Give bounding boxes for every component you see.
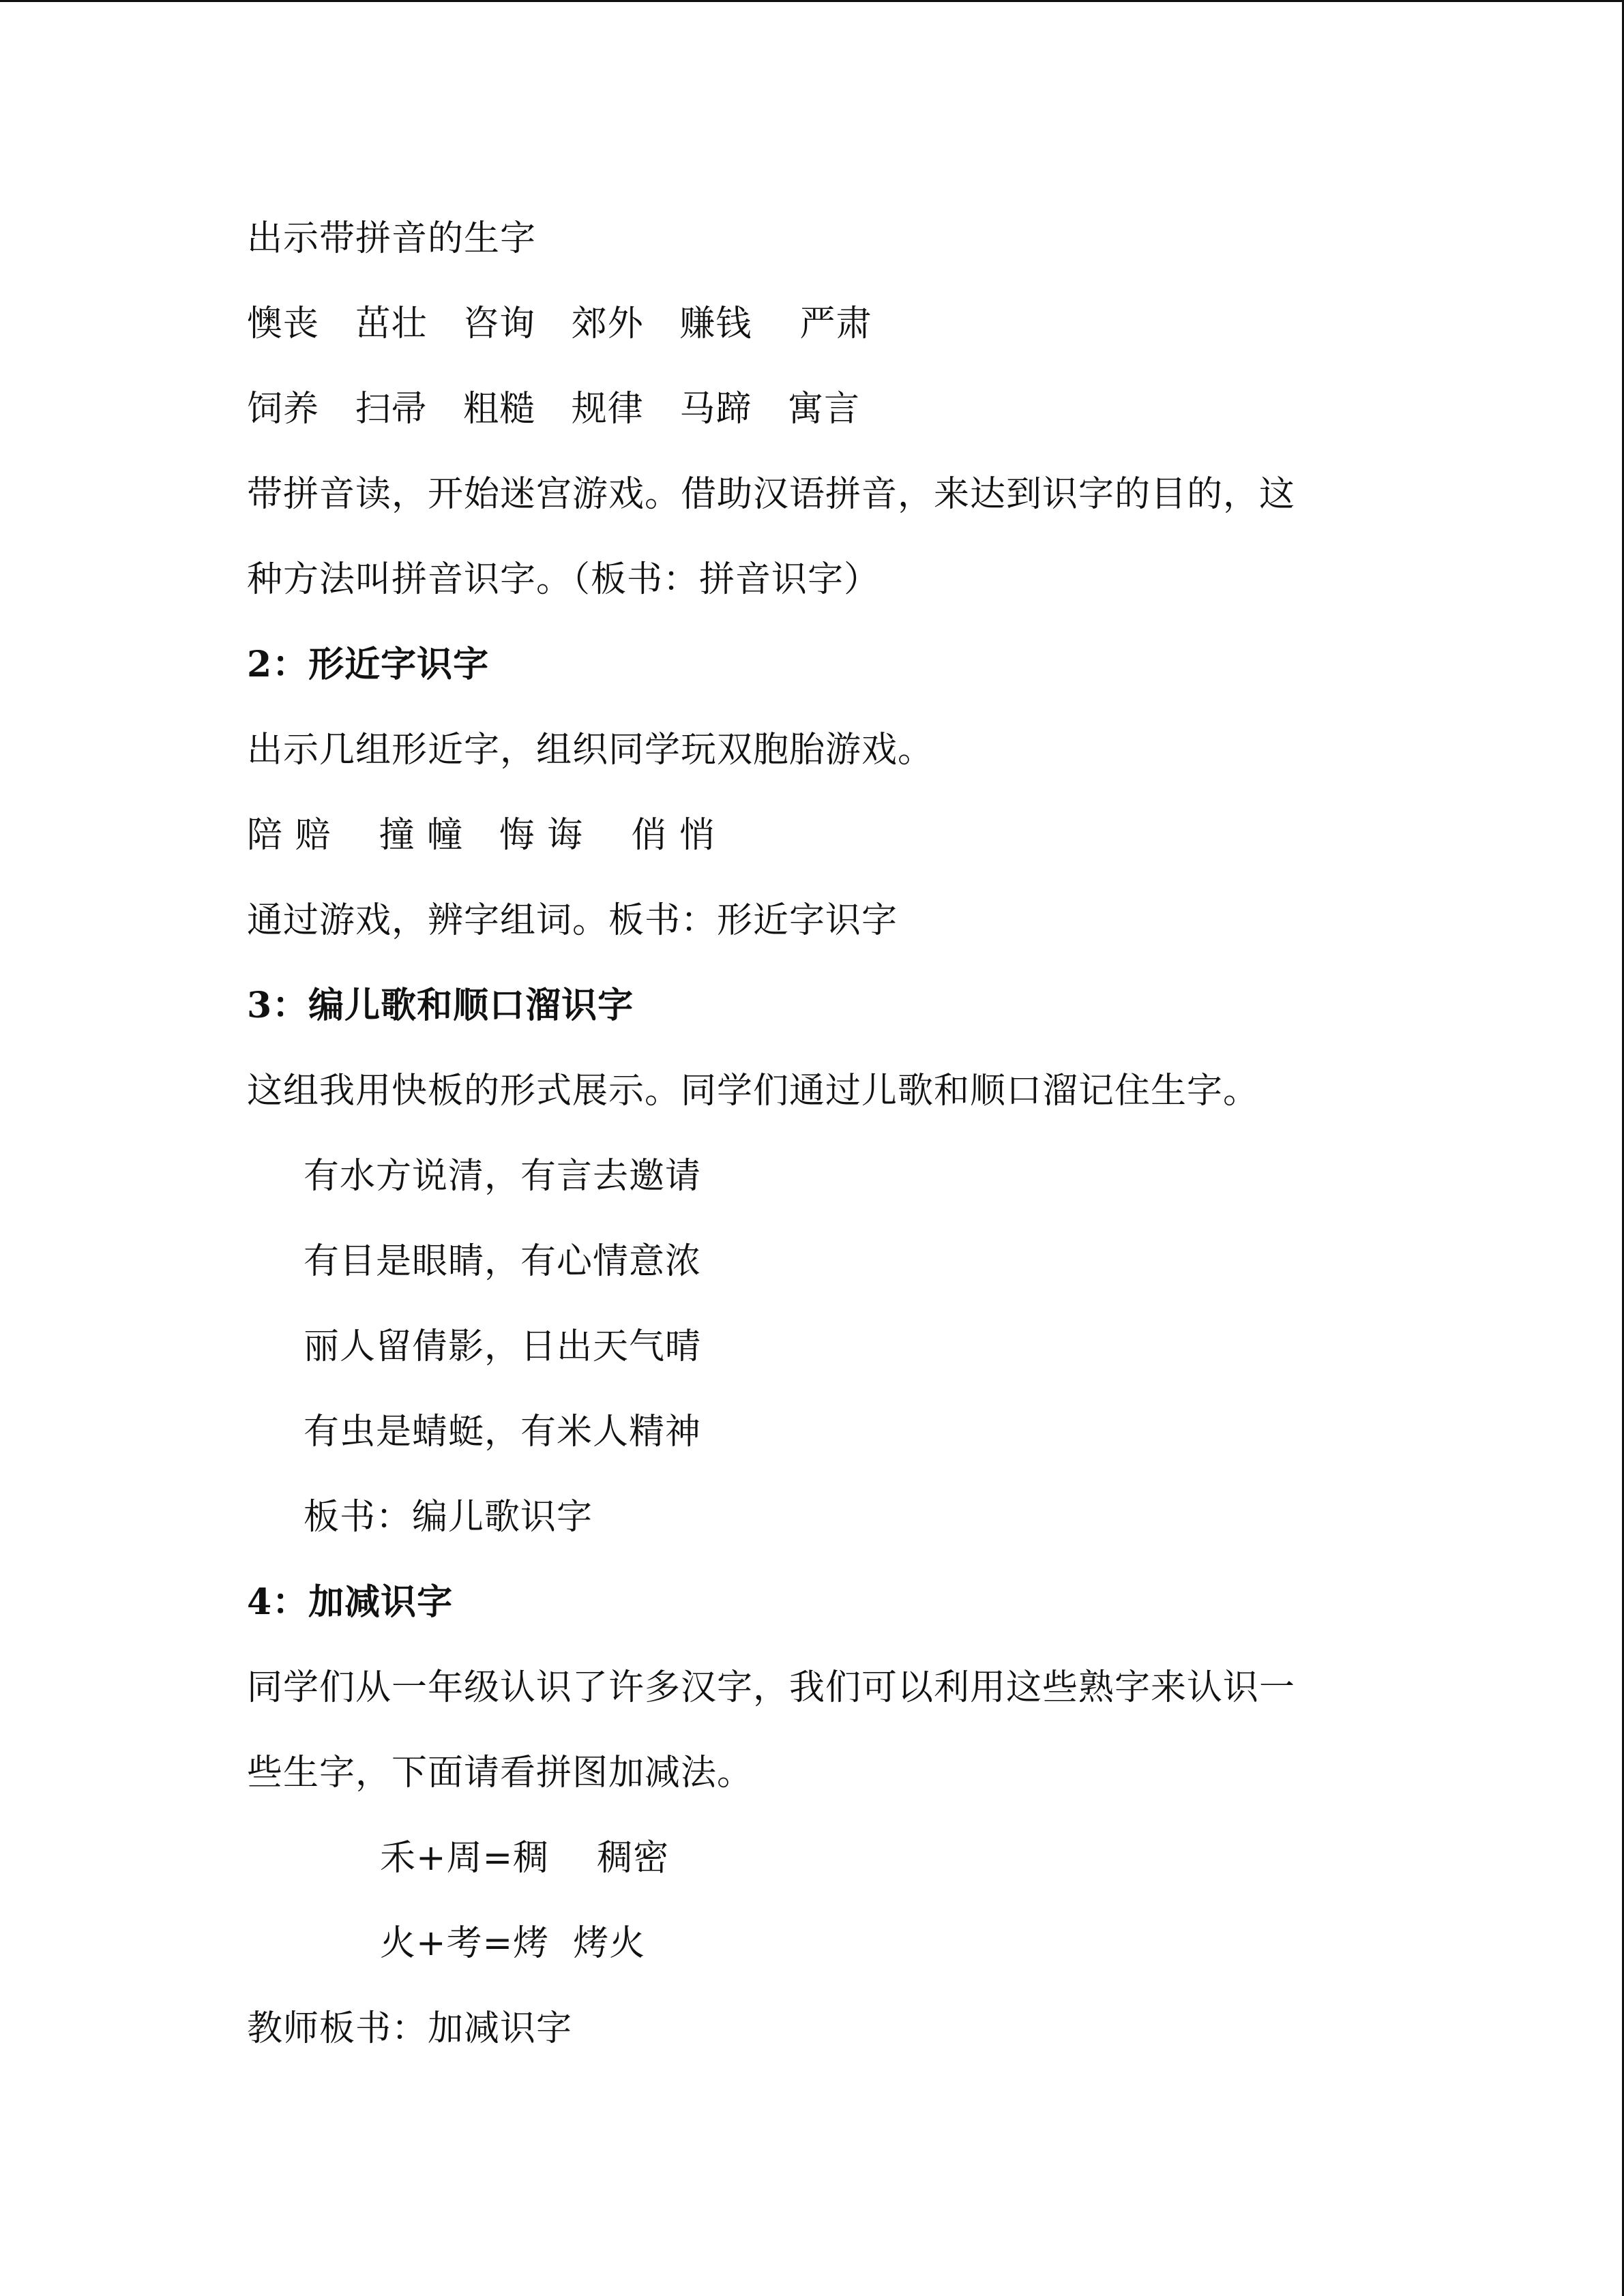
section-heading-4: 4：加减识字	[247, 1581, 454, 1623]
text-line-character-pairs: 陪 赔 撞 幢 悔 诲 俏 悄	[247, 815, 715, 856]
text-line-pinyin-method: 种方法叫拼音识字。（板书：拼音识字）	[247, 559, 881, 600]
rhyme-line-1: 有水方说清，有言去邀请	[304, 1156, 702, 1197]
text-line-addition-intro-2: 些生字，下面请看拼图加减法。	[247, 1753, 754, 1793]
section-heading-2: 2：形近字识字	[247, 644, 490, 685]
page-top-border	[0, 0, 1624, 2]
formula-line-2: 火+考=烤 烤火	[380, 1923, 646, 1964]
rhyme-line-3: 丽人留倩影，日出天气晴	[304, 1326, 702, 1367]
text-line-pinyin-game: 带拼音读，开始迷宫游戏。借助汉语拼音，来达到识字的目的，这	[247, 474, 1296, 515]
text-line-rhyme-board: 板书：编儿歌识字	[304, 1497, 593, 1538]
text-line-rhyme-intro: 这组我用快板的形式展示。同学们通过儿歌和顺口溜记住生字。	[247, 1071, 1260, 1112]
section-heading-3: 3：编儿歌和顺口溜识字	[247, 985, 634, 1026]
text-line-teacher-board: 教师板书：加减识字	[247, 2008, 573, 2049]
text-line-addition-intro-1: 同学们从一年级认识了许多汉字，我们可以利用这些熟字来认识一	[247, 1667, 1296, 1708]
rhyme-line-4: 有虫是蜻蜓，有米人精神	[304, 1412, 702, 1452]
rhyme-line-2: 有目是眼睛，有心情意浓	[304, 1241, 702, 1282]
text-line-word-list-1: 懊丧 茁壮 咨询 郊外 赚钱 严肃	[247, 303, 872, 344]
text-line-show-characters: 出示带拼音的生字	[247, 218, 537, 259]
formula-line-1: 禾+周=稠 稠密	[380, 1838, 670, 1879]
text-line-similar-characters: 出示几组形近字，组织同学玩双胞胎游戏。	[247, 730, 934, 771]
text-line-word-list-2: 饲养 扫帚 粗糙 规律 马蹄 寓言	[247, 389, 860, 430]
text-line-game-summary: 通过游戏，辨字组词。板书：形近字识字	[247, 900, 898, 941]
